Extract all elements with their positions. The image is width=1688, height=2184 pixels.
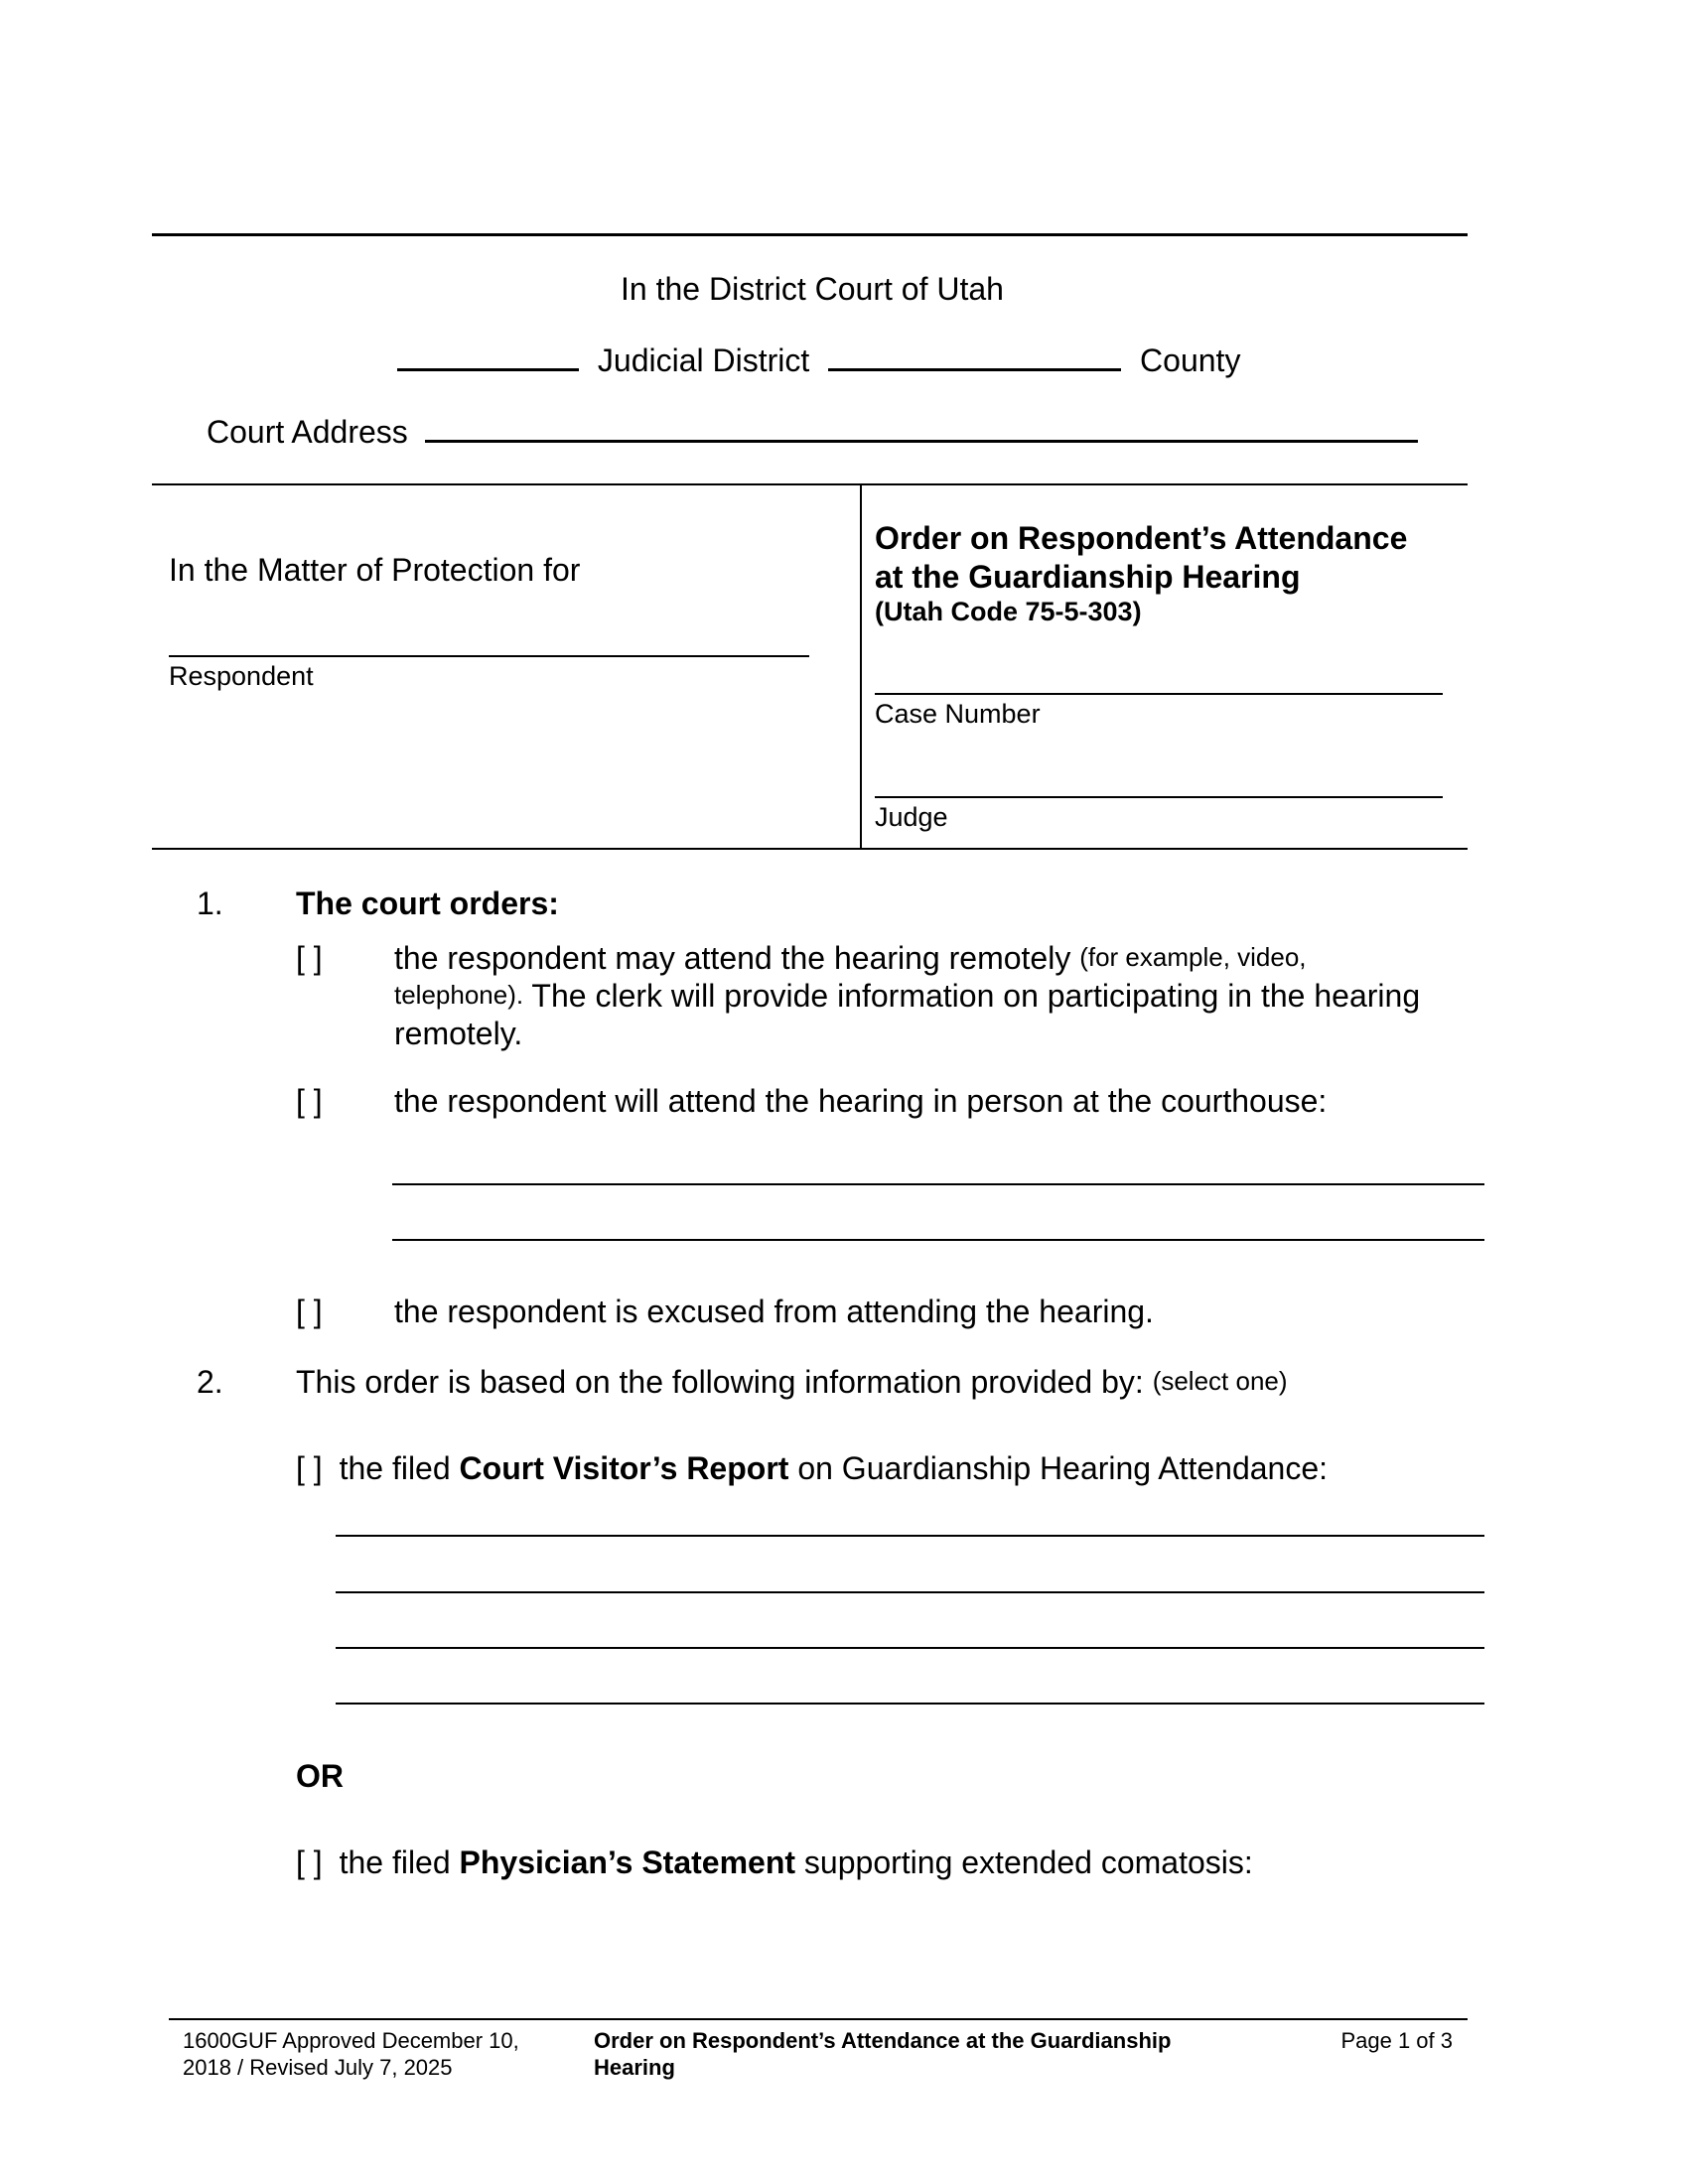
checkbox-physician-statement[interactable]: [ ] — [296, 1844, 323, 1880]
option-remote-clerk-text: The clerk will provide information on participating in the hearing — [531, 978, 1421, 1014]
county-field[interactable] — [828, 341, 1121, 371]
visitor-details-line1[interactable] — [336, 1535, 1484, 1537]
footer-title — [594, 2027, 1209, 2081]
court-title: In the District Court of Utah — [621, 271, 1004, 307]
case-number-label: Case Number — [875, 699, 1041, 729]
option-remote-note-cont: telephone). — [394, 980, 524, 1010]
in-person-details-line2[interactable] — [392, 1239, 1484, 1241]
case-number-field[interactable] — [875, 693, 1443, 695]
court-address-label: Court Address — [207, 414, 408, 450]
district-county-line — [397, 341, 1240, 379]
option-remote-text: the respondent may attend the hearing remotely — [394, 940, 1071, 976]
respondent-name-field[interactable] — [169, 655, 809, 657]
visitor-suffix: on Guardianship Hearing Attendance: — [797, 1450, 1329, 1486]
checkbox-in-person[interactable]: [ ] — [296, 1083, 323, 1119]
order-title-line1: Order on Respondent’s Attendance — [875, 520, 1408, 556]
or-label: OR — [296, 1758, 344, 1794]
section2-text: This order is based on the following information provided by: — [296, 1364, 1144, 1400]
option-remote-line1 — [394, 939, 1307, 979]
footer-form-line2: 2018 / Revised July 7, 2025 — [183, 2055, 453, 2080]
caption-divider — [860, 483, 862, 848]
footer-form-id — [183, 2027, 560, 2081]
visitor-details-line3[interactable] — [336, 1647, 1484, 1649]
option-excused-text: the respondent is excused from attending the hearing. — [394, 1294, 1154, 1329]
court-address-line — [207, 412, 1418, 451]
section1-heading: The court orders: — [296, 886, 559, 921]
physician-suffix: supporting extended comatosis: — [803, 1844, 1253, 1880]
footer-title-line2: Hearing — [594, 2055, 675, 2080]
matter-text: In the Matter of Protection for — [169, 552, 581, 588]
visitor-report-title: Court Visitor’s Report — [459, 1450, 789, 1486]
physician-prefix: the filed — [339, 1844, 451, 1880]
physician-statement-title: Physician’s Statement — [459, 1844, 796, 1880]
option-remote-line3: remotely. — [394, 1016, 523, 1051]
physician-statement-option — [296, 1843, 1253, 1881]
visitor-details-line4[interactable] — [336, 1703, 1484, 1705]
judge-field[interactable] — [875, 796, 1443, 798]
checkbox-excused[interactable]: [ ] — [296, 1294, 323, 1329]
footer-rule — [169, 2018, 1468, 2020]
in-person-details-line1[interactable] — [392, 1183, 1484, 1185]
section2-note: (select one) — [1152, 1366, 1288, 1396]
checkbox-remote[interactable]: [ ] — [296, 940, 323, 976]
option-in-person-text: the respondent will attend the hearing in person at the courthouse: — [394, 1083, 1328, 1119]
section2-number: 2. — [197, 1364, 223, 1400]
section2-text-line — [296, 1363, 1288, 1403]
visitor-report-option — [296, 1449, 1328, 1487]
visitor-prefix: the filed — [339, 1450, 451, 1486]
section1-number: 1. — [197, 886, 223, 921]
visitor-details-line2[interactable] — [336, 1591, 1484, 1593]
county-label: County — [1140, 342, 1241, 378]
caption-top-rule — [152, 483, 1468, 485]
judicial-district-label: Judicial District — [597, 342, 810, 378]
footer-page-number: Page 1 of 3 — [1340, 2028, 1453, 2053]
option-remote-line2 — [394, 977, 1420, 1017]
footer-form-line1: 1600GUF Approved December 10, — [183, 2028, 519, 2053]
option-remote-note: (for example, video, — [1079, 942, 1307, 972]
top-rule — [152, 233, 1468, 236]
court-address-field[interactable] — [425, 412, 1418, 443]
judicial-district-field[interactable] — [397, 341, 579, 371]
respondent-label: Respondent — [169, 661, 314, 691]
statute-citation: (Utah Code 75-5-303) — [875, 597, 1142, 626]
checkbox-visitor-report[interactable]: [ ] — [296, 1450, 323, 1486]
caption-bottom-rule — [152, 848, 1468, 850]
judge-label: Judge — [875, 802, 948, 832]
footer-title-line1: Order on Respondent’s Attendance at the Guardianship — [594, 2028, 1172, 2053]
order-title-line2: at the Guardianship Hearing — [875, 559, 1301, 595]
